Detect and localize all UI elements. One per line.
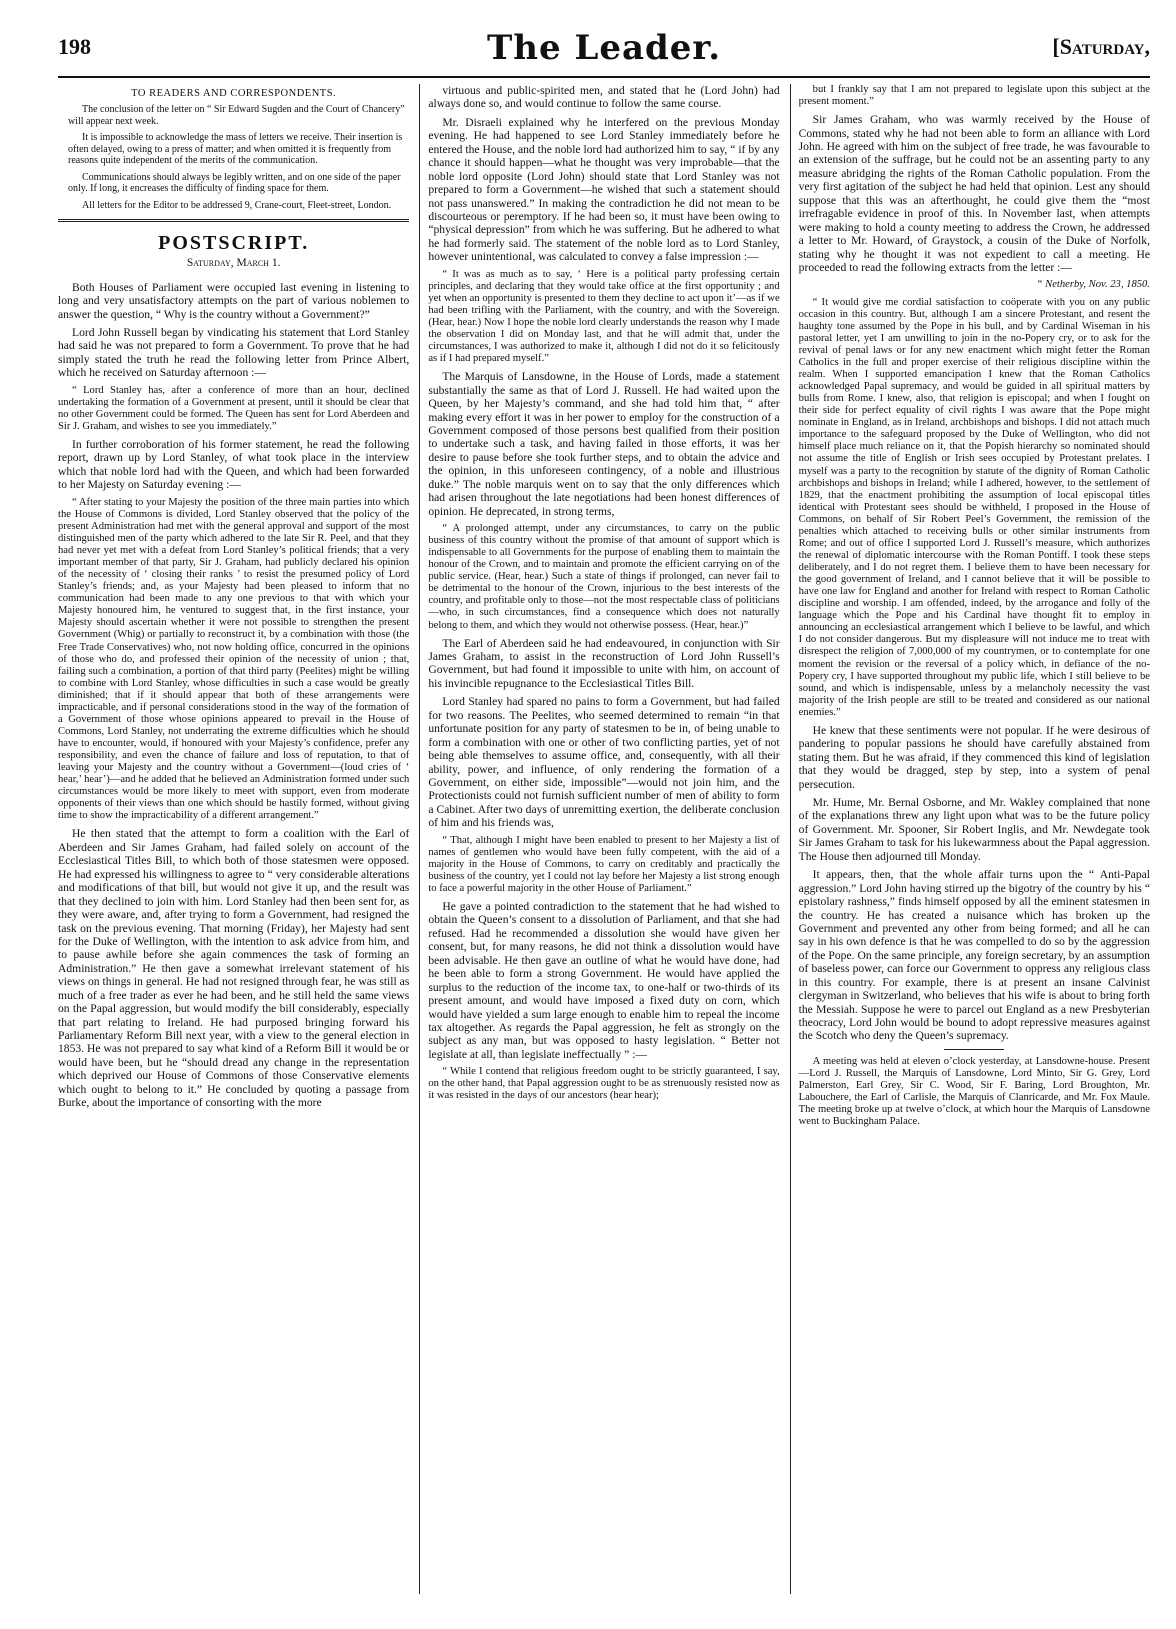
postscript-title: POSTSCRIPT. [158,232,310,255]
paragraph: The Earl of Aberdeen said he had endeavoured, in conjunction with Sir James Graham, to assist in the reconstruction of Lord John Russell’s Government, but had found it impossible to unite with him, on account of his invincible repugnance to the Ecclesiastical Titles Bill. [428,636,780,690]
paragraph: Lord John Russell began by vindicating his statement that Lord Stanley had said he was not prepared to form a Government. To prove that he had simply stated the truth he read the following letter from Prince Albert, which he received on Saturday afternoon :— [58,326,410,380]
masthead [58,28,1150,78]
notices-title: TO READERS AND CORRESPONDENTS. [131,88,337,99]
day-label: [Saturday, [1052,34,1150,59]
notice-item: Communications should always be legibly written, and on one side of the paper only. If long, it encreases the difficulty of finding space for them. [68,171,401,195]
paragraph: virtuous and public-spirited men, and stated that he (Lord John) had always done so, and would continue to follow the same course. [428,84,780,111]
quoted-speech: “ While I contend that religious freedom ought to be strictly guaranteed, I say, on the other hand, that Papal aggression ought to be as strenuously resisted now as it was resisted in the days of our ancestors (hear hear); [428,1066,780,1102]
page-number: 198 [58,34,91,59]
quoted-letter: “ It would give me cordial satisfaction to coöperate with you on any public occasion in this country. But, although I am a sincere Protestant, and resent the haughty tone assumed by the Pope in his bull, and by Cardinal Wiseman in his pastoral letter, yet I am unwilling to join in the no-Popery cry, or to ask for the revival of penal laws or for any new enactment which might fetter the Roman Catholics in the full and proper exercise of their religious discipline within the realm. When I supported emancipation I knew that the Roman Catholics acknowledged Papal supremacy, and would be guided in all spiritual matters by bulls from Rome. I knew, also, that religion is episcopal; and when I fought on their side for perfect equality of civil rights I was aware that the Pope might nominate in England, as in Ireland, archbishops and bishops. I did not attach much importance to the safeguard proposed by the Duke of Wellington, who did not himself place much reliance on it, that the Popish hierarchy so nominated should not assume the title of English or Irish sees occupied by Protestant prelates. I myself was a party to the recognition by statute of the dignity of Roman Catholic archbishops and bishops in Ireland; while I adhered, however, to the settlement of 1829, that the enactment prohibiting the assumption of local episcopal titles identical with Protestant sees should be withheld, I proposed in the House of Commons, on behalf of Sir Robert Peel’s Government, the remission of the penalties which attached to receiving bulls or other similar instruments from Rome; and out of office I supported Lord J. Russell’s measure, which authorizes the renewal of diplomatic intercourse with the Roman Pontiff. I took these steps deliberately, and I do not regret them. I believe them to have been necessary for the good government of Ireland, and I cannot believe that it will be possible to have one law for England and another for Ireland with respect to Roman Catholic discipline and worship. I am offended, indeed, by the arrogance and folly of the language which the Pope and his Cardinal have thought fit to employ in announcing an ecclesiastical arrangement which I believe to be lawful, and which I do not consider dangerous. But my displeasure will not induce me to treat with disrespect the religion of 7,000,000 of my countrymen, or to contemplate for one moment the revision or the reversal of a policy which, in defiance of the no-Popery cry, I have supported throughout my public life, which I still believe to be sound, and which is indispensable, unless by a melancholy necessity the vast majority of the Irish people are still to be treated and considered as our national enemies.” [798,296,1150,718]
paragraph: Lord Stanley had spared no pains to form a Government, but had failed for two reasons. The Peelites, who seemed determined to remain “in that unfortunate position for any party of statesmen to be in, of being unable to form a combination with one or other of two conflicting parties, yet of not being able themselves to assume office, and, consequently, with all their ability, power, and influence, of only rendering the formation of a Government, on either side, impossible”—would not join him, and the Protectionists could not furnish sufficient number of men of ability to form a Cabinet. After two days of unremitting exertion, the deliberate conclusion of him and his friends was, [428,695,780,830]
paragraph: He gave a pointed contradiction to the statement that he had wished to obtain the Queen’s consent to a dissolution of Parliament, and that she had refused. Had he recommended a dissolution she would have given her consent, but, for many reasons, he did not think a dissolution would have been advisable. He then gave an outline of what he would have done, had he been able to form a strong Government. He would have applied the surplus to the reduction of the income tax, to one-half or two-thirds of its present amount, and would have imposed a fixed duty on corn, which would have yielded a sum large enough to enable him to repeal the income tax altogether. As regards the Papal aggression, he felt as strongly on the subject as any man, but was opposed to hasty legislation. “ Better not legislate at all, than legislate ineffectually ” :— [428,900,780,1061]
quoted-letter: “ Lord Stanley has, after a conference of more than an hour, declined undertaking the formation of a Government at present, until it should be clear that no other Government could be formed. The Queen has sent for Lord Aberdeen and Sir J. Graham, and wishes to see you immediately.” [58,384,410,432]
notice-item: All letters for the Editor to be addressed 9, Crane-court, Fleet-street, London. [82,199,392,211]
quoted-report: “ After stating to your Majesty the position of the three main parties into which the House of Commons is divided, Lord Stanley observed that the policy of the present Administration had met with the general approval and support of the most distinguished men of the party which adhered to the late Sir R. Peel, and that they had never yet met with a defeat from Lord Stanley’s political friends; that a very important member of that party, Sir J. Graham, had publicly declared his opinion of the necessity of ‘ closing their ranks ’ to resist the presumed policy of Lord Stanley’s friends; and, as your Majesty had been pleased to inform that no communication had been made to any one previous to that with which your Majesty honoured him, he ventured to suggest that, in the first instance, your Majesty should ascertain whether it were not possible to strengthen the present Government (Whig) or partially to reconstruct it, by a combination with those (the Free Trade Conservatives) who, not now holding office, concurred in the opinions of those who do, and professed their opinion of the necessity of union ; that, failing such a combination, a portion of that third party (Peelites) might be willing to combine with Lord Stanley, whose difficulties in such a case would be greatly diminished; that if it should appear that both of these arrangements were impracticable, and if personal considerations stood in the way of the formation of a Government of those whose opinions appeared to prevail in the House of Commons, Lord Stanley, not underrating the extreme difficulties which he should have to encounter, would, if honoured with your Majesty’s confidence, prefer any responsibility, and even the chance of failure and loss of reputation, to that of leaving your Majesty and the country without a Government—(loud cries of ‘ hear,’ hear’)—and he added that he believed an Administration formed under such circumstances would be more likely to meet with support, even from moderate opponents of their views than one which should be hastily formed, without giving time to show the impracticability of a different arrangement.” [58,496,410,822]
quoted-speech: “ That, although I might have been enabled to present to her Majesty a list of names of gentlemen who would have been fully competent, with the aid of a majority in the House of Commons, to carry on creditably and practically the business of the country, yet I could not lay before her Majesty a list strong enough to face a powerful majority in the other House of Parliament.” [428,834,780,894]
paragraph: He then stated that the attempt to form a coalition with the Earl of Aberdeen and Sir James Graham, had failed solely on account of the Ecclesiastical Titles Bill, to which both of those statesmen were opposed. He had expressed his willingness to agree to “ very considerable alterations and modifications of that bill, but would not give it up, and the result was that they declined to join with him. Lord Stanley had then been sent for, as they were aware, and, after trying to form a Government, had resigned the task on the previous evening. That morning (Friday), her Majesty had sent for the Duke of Wellington, with the intention to ask advice from him, and to pause awhile before she again commences the task of forming an Administration.” He then gave a somewhat irrelevant statement of his views on things in general. He had not resigned through fear, he was still as much of a free trader as ever he had been, and he still held the same views on the Papal aggression, but would modify the bill considerably, especially that part relating to Ireland. He had purposed bringing forward his Parliamentary Reform Bill next year, with a view to the general election in 1853. He was not prepared to say what kind of a Reform Bill it would be or would have been, but he “should dread any change in the representation which deprived our House of Commons of those Conservative elements which ought to belong to it.” He concluded by quoting a passage from Burke, about the importance of consorting with the more [58,827,410,1110]
paragraph: He knew that these sentiments were not popular. If he were desirous of pandering to popular passions he should have carefully abstained from stating them. But he was afraid, if they commenced this kind of legislation that they would be dragged, step by step, into a system of penal persecution. [798,723,1150,791]
paragraph: Mr. Hume, Mr. Bernal Osborne, and Mr. Wakley complained that none of the explanations threw any light upon what was to be the future policy of Government. Mr. Spooner, Sir Robert Inglis, and Mr. Newdegate took Sir James Graham to task for his lukewarmness about the Papal aggression. The House then adjourned till Monday. [798,796,1150,863]
paragraph: The Marquis of Lansdowne, in the House of Lords, made a statement substantially the same as that of Lord J. Russell. He had waited upon the Queen, by her Majesty’s command, and she had told him that, “ after making every effort it was in her power to employ for the construction of a Government composed of those persons best qualified from their position to undertake such a task, and having failed in those efforts, it was her desire to pause before she took further steps, and to obtain the advice and the opinion, in this unforeseen contingency, of a noble and illustrious duke.” The noble marquis went on to say that the only differences which had arisen throughout the late negotiations had been honest differences of opinion. He deprecated, in strong terms, [428,370,780,518]
postscript-date: Saturday, March 1. [186,257,281,270]
article-columns [58,84,1150,1594]
paragraph: It appears, then, that the whole affair turns upon the “ Anti-Papal aggression.” Lord John having stirred up the bigotry of the country by his “ epistolary rashness,” finds himself opposed by all the eminent statesmen in the country. He has created a nuisance which has broken up the Government and prevented any other from being formed; and all he can say in his own defence is that he was compelled to do so by the aggression of the Pope. On the same principle, any foreign secretary, by an assumption of baseless power, can force our Government to oppress any religious class in this country. For example, there is at present an insane Calvinist clergyman in Switzerland, who believes that his wife is about to bring forth the Messiah. Suppose he were to parcel out England as a new Presbyterian theocracy, Lord John would be bound to adopt repressive measures against the Scotch who deny the Queen’s supremacy. [798,868,1150,1043]
paragraph: Mr. Disraeli explained why he interfered on the previous Monday evening. He had happened to see Lord Stanley immediately before he entered the House, and the noble lord had authorized him to say, “ if by any chance it should happen—what he thought was very improbable—that the noble lord opposite (Lord John) should state that Lord Stanley was not prepared to form a Government—he wished that such a statement should not pass unanswered.” In making the contradiction he did not mean to be discourteous or peremptory. If he had been so, it must have been owing to “physical depression” from which he was suffering. But he adhered to what he had formerly said. The statement of the noble lord as to Lord Stanley, however unintentional, was calculated to convey a false impression :— [428,115,780,264]
column-1 [58,84,409,1594]
paragraph: Sir James Graham, who was warmly received by the House of Commons, stated why he had not been able to form an alliance with Lord John. He agreed with him on the subject of free trade, he was favourable to an extension of the suffrage, but he could not be an assenting party to any measure abridging the rights of the Roman Catholic population. From the very first agitation of the subject he had held that opinion. Lest any should suppose that this was an afterthought, he could give them the “most irrefragable evidence in proof of this. In November last, when attempts were making to hold a county meeting to address the Crown, he addressed a letter to Mr. Howard, of Graystock, a cousin of the Duke of Norfolk, stating why he thought it was not expedient to call a meeting. He proceeded to read the following extracts from the letter :— [798,113,1150,274]
paper-title: The Leader. [486,28,722,68]
quoted-speech: but I frankly say that I am not prepared to legislate upon this subject at the present moment.” [798,84,1150,108]
letter-dateline: “ Netherby, Nov. 23, 1850. [1036,279,1150,291]
quoted-speech: “ It was as much as to say, ‘ Here is a political party professing certain principles, and declaring that they would take office at the first opportunity ; and yet when an opportunity is presented to them they decline to act upon it’—as if we had been trifling with the Parliament, with the country, and with the Sovereign. (Hear, hear.) Now I hope the noble lord clearly understands the reason why I made the observation I did on Monday last, and that he will admit that, under the circumstances, I was authorized to make it, although I did not do it so felicitously as if I had prepared myself.” [428,268,780,365]
divider-rule [58,219,409,222]
notice-item: It is impossible to acknowledge the mass of letters we receive. Their insertion is often delayed, owing to a press of matter; and when omitted it is frequently from reasons quite independent of the merits of the communication. [68,132,403,167]
notice-item: The conclusion of the letter on “ Sir Edward Sugden and the Court of Chancery” will appear next week. [68,104,405,127]
news-item: A meeting was held at eleven o’clock yesterday, at Lansdowne-house. Present—Lord J. Russell, the Marquis of Lansdowne, Lord Minto, Sir G. Grey, Lord Palmerston, Earl Grey, Sir C. Wood, Sir F. Baring, Lord Broughton, Mr. Labouchere, the Earl of Carlisle, the Marquis of Clanricarde, and Mr. Fox Maule. The meeting broke up at twelve o’clock, at which hour the Marquis of Lansdowne went to Buckingham Palace. [798,1055,1150,1128]
quoted-speech: “ A prolonged attempt, under any circumstances, to carry on the public business of this country without the promise of that amount of support which is indispensable to all Governments for the purpose of enabling them to maintain the honour of the Crown, and to maintain and promote the efficient carrying on of the public service. (Hear, hear.) Such a state of things if prolonged, can never fail to be detrimental to the honour of the Crown, injurious to the best interests of the country, and profitable only to those—not the most respectable class of politicians—who, in such circumstances, find a consequence which does not naturally belong to them, and which they would not otherwise possess. (Hear, hear.)” [428,523,780,631]
divider-rule [944,1049,1004,1050]
paragraph: In further corroboration of his former statement, he read the following report, drawn up by Lord Stanley, of what took place in the interview which that noble lord had with the Queen, and which had been forwarded to her Majesty on Saturday evening :— [58,438,410,492]
column-2 [419,84,779,1594]
paragraph: Both Houses of Parliament were occupied last evening in listening to long and very unsatisfactory attempts on the part of various noblemen to answer the question, “ Why is the country without a Government?” [58,280,410,321]
column-3 [790,84,1150,1594]
